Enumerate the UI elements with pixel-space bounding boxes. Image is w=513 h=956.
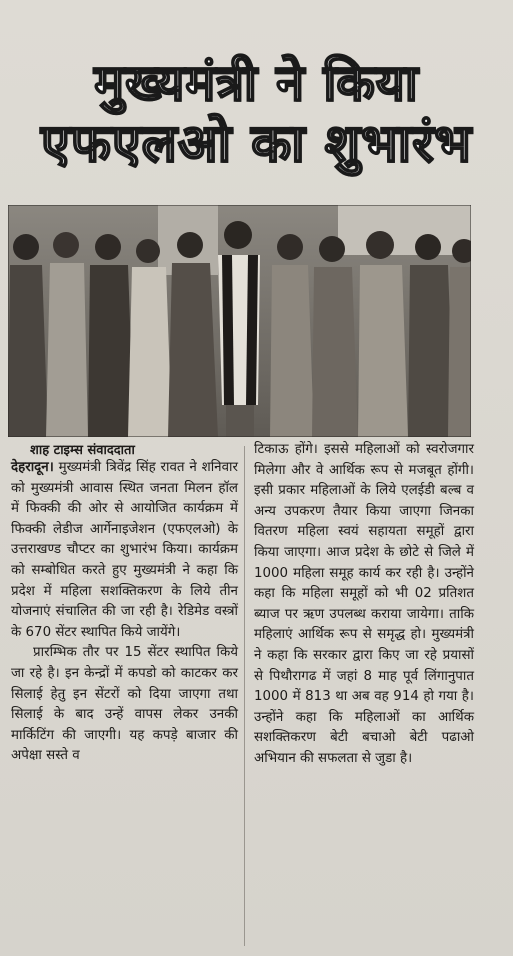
backdrop-banner	[338, 205, 471, 255]
column-divider	[244, 446, 245, 946]
article-paragraph-1-text: मुख्यमंत्री त्रिवेंद्र सिंह रावत ने शनिवार को मुख्यमंत्री आवास स्थित जनता मिलन हॉल में फिक्की की ओर से आयोजित कार्यक्रम में फिक्की लेडीज आर्गेनाइजेशन (एफएलओ) के उत्तराखण्ड चौप्टर का शुभारंभ किया। कार्यक्रम को सम्बोधित करते हुए मुख्यमंत्री ने कहा कि प्रदेश में महिला सशक्तिकरण के लिये तीन योजनाएं संचालित की जा रही है। रेडिमेड वस्त्रों के 670 सेंटर स्थापित किये जायेंगे।	[11, 460, 238, 640]
headline-line-1: मुख्यमंत्री ने किया	[94, 54, 419, 113]
headline	[8, 55, 505, 173]
byline: शाह टाइम्स संवाददाता	[30, 443, 135, 458]
article-paragraph-2: प्रारम्भिक तौर पर 15 सेंटर स्थापित किये जा रहे है। इन केन्द्रों में कपडो को काटकर कर सिलाई हेतु इन सेंटरों को दिया जाएगा तथा सिलाई के बाद उन्हें वापस लेकर उनकी मार्किटिंग की जाएगी। यह कपड़े बाजार की अपेक्षा सस्ते व	[11, 645, 238, 764]
article-paragraph-3: टिकाऊ होंगे। इससे महिलाओं को स्वरोजगार मिलेगा और वे आर्थिक रूप से मजबूत होंगी। इसी प्रकार महिलाओं के लिये एलईडी बल्ब व अन्य उपकरण तैयार किया जाएगा जिनका वितरण महिला स्वयं सहायता समूहों द्वारा किया जाएगा। आज प्रदेश के छोटे से जिले में 1000 महिला समूह कार्य कर रही है। उन्होंने कहा कि महिला समूहों को भी 02 प्रतिशत ब्याज पर ऋण उपलब्ध कराया जायेगा। ताकि महिलाएं आर्थिक रूप से समृद्ध हो। मुख्यमंत्री ने कहा कि सरकार द्वारा किए जा रहे प्रयासों से पिथौरागढ में जहां 8 माह पूर्व लिंगानुपात 1000 में 813 था अब वह 914 हो गया है। उन्होंने कहा कि महिलाओं का आर्थिक सशक्तिकरण बेटी बचाओ बेटी पढाओ अभियान की सफलता से जुडा है।	[254, 442, 474, 766]
event-photo-illustration	[8, 205, 471, 437]
dateline: देहरादून।	[11, 460, 54, 475]
article-paragraph-1	[11, 458, 238, 643]
article-column-left	[11, 458, 238, 767]
headline-line-2: एफएलओ का शुभारंभ	[41, 114, 472, 175]
article-column-right	[254, 440, 474, 770]
event-photo	[8, 205, 471, 437]
